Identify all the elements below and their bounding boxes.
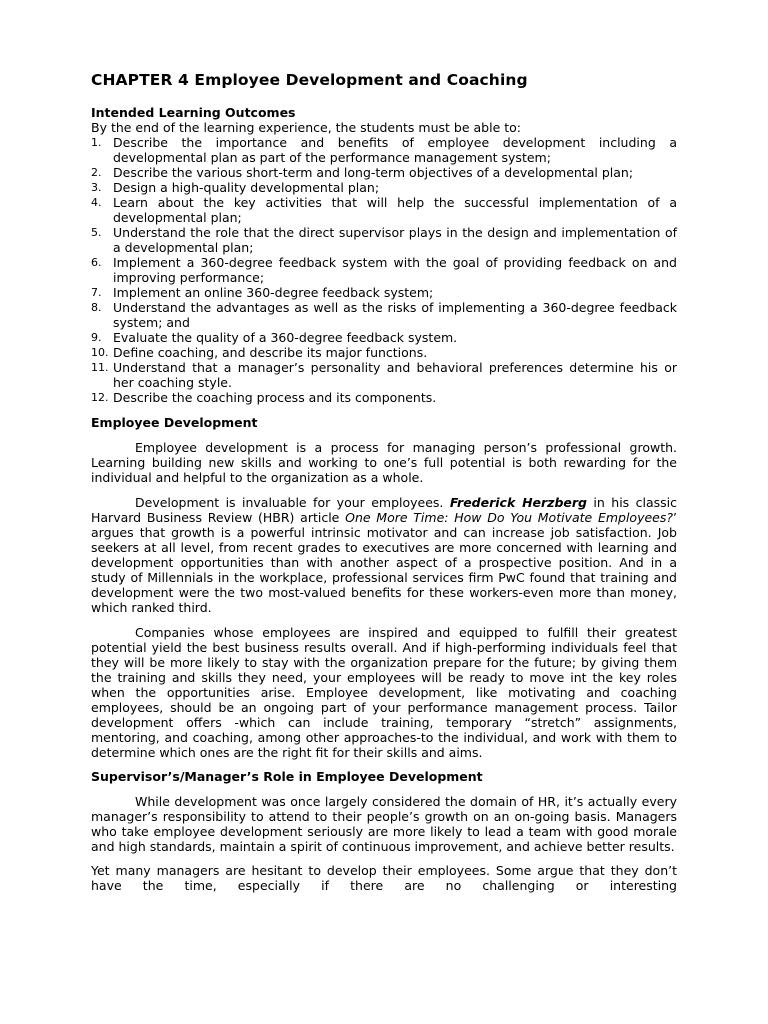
paragraph-text: ’ argues that growth is a powerful intrinsic motivator and can increase job satisfaction. Job seekers at all level, from recent grades to executives are more concerned with learning and development opportunities than with another aspect of a prospective position. And in a study of Millennials in the workplace, professional services firm PwC found that training and development were the two most-valued benefits for these workers-even more than money, which ranked third. bbox=[91, 510, 677, 615]
list-item-number: 12. bbox=[91, 391, 109, 404]
list-item bbox=[91, 390, 677, 405]
paragraph: Yet many managers are hesitant to develop their employees. Some argue that they don’t have the time, especially if there are no challenging or interesting bbox=[91, 863, 677, 893]
list-item-text: Define coaching, and describe its major functions. bbox=[113, 345, 428, 360]
list-item-text: Understand the advantages as well as the risks of implementing a 360-degree feedback system; and bbox=[113, 300, 677, 330]
list-item-text: Learn about the key activities that will help the successful implementation of a developmental plan; bbox=[113, 195, 677, 225]
list-item bbox=[91, 300, 677, 330]
learning-outcomes-intro: By the end of the learning experience, the students must be able to: bbox=[91, 120, 521, 135]
paragraph: Employee development is a process for managing person’s professional growth. Learning building new skills and working to one’s full potential is both rewarding for the individual and helpful to the organization as a whole. bbox=[91, 440, 677, 485]
list-item bbox=[91, 360, 677, 390]
list-item-number: 7. bbox=[91, 286, 102, 299]
list-item bbox=[91, 165, 677, 180]
list-item-number: 3. bbox=[91, 181, 102, 194]
list-item-number: 5. bbox=[91, 226, 102, 239]
supervisor-role-heading: Supervisor’s/Manager’s Role in Employee Development bbox=[91, 769, 483, 784]
author-name: Frederick Herzberg bbox=[449, 495, 587, 510]
article-title: One More Time: How Do You Motivate Employees? bbox=[345, 510, 674, 525]
chapter-title: CHAPTER 4 Employee Development and Coaching bbox=[91, 71, 528, 89]
list-item-text: Describe the various short-term and long-term objectives of a developmental plan; bbox=[113, 165, 634, 180]
list-item-text: Understand that a manager’s personality and behavioral preferences determine his or her coaching style. bbox=[113, 360, 677, 390]
list-item bbox=[91, 285, 677, 300]
list-item-text: Evaluate the quality of a 360-degree feedback system. bbox=[113, 330, 458, 345]
list-item-number: 1. bbox=[91, 136, 102, 149]
list-item-text: Understand the role that the direct supervisor plays in the design and implementation of a developmental plan; bbox=[113, 225, 677, 255]
list-item-number: 9. bbox=[91, 331, 102, 344]
list-item bbox=[91, 255, 677, 285]
list-item-number: 10. bbox=[91, 346, 109, 359]
list-item-number: 6. bbox=[91, 256, 102, 269]
list-item-text: Implement a 360-degree feedback system with the goal of providing feedback on and improving performance; bbox=[113, 255, 677, 285]
list-item bbox=[91, 195, 677, 225]
paragraph: While development was once largely considered the domain of HR, it’s actually every manager’s responsibility to attend to their people’s growth on an on-going basis. Managers who take employee development seriously are more likely to lead a team with good morale and high standards, maintain a spirit of continuous improvement, and achieve better results. bbox=[91, 794, 677, 854]
list-item-number: 8. bbox=[91, 301, 102, 314]
learning-outcomes-list bbox=[91, 135, 677, 405]
document-content bbox=[91, 68, 677, 893]
list-item bbox=[91, 330, 677, 345]
list-item bbox=[91, 135, 677, 165]
list-item-number: 4. bbox=[91, 196, 102, 209]
list-item-text: Implement an online 360-degree feedback system; bbox=[113, 285, 434, 300]
list-item-number: 11. bbox=[91, 361, 109, 374]
list-item-text: Describe the coaching process and its components. bbox=[113, 390, 437, 405]
employee-development-heading: Employee Development bbox=[91, 415, 258, 430]
paragraph: Companies whose employees are inspired and equipped to fulfill their greatest potential yield the best business results overall. And if high-performing individuals feel that they will be more likely to stay with the organization prepare for the future; by giving them the training and skills they need, your employees will be ready to move int the key roles when the opportunities arise. Employee development, like motivating and coaching employees, should be an ongoing part of your performance management process. Tailor development offers -which can include training, temporary “stretch” assignments, mentoring, and coaching, among other approaches-to the individual, and work with them to determine which ones are the right fit for their skills and aims. bbox=[91, 625, 677, 760]
list-item-number: 2. bbox=[91, 166, 102, 179]
paragraph-text: Development is invaluable for your employees. bbox=[135, 495, 450, 510]
list-item bbox=[91, 225, 677, 255]
learning-outcomes-heading: Intended Learning Outcomes bbox=[91, 105, 296, 120]
paragraph-text: in his classic Harvard Business Review (HBR) article bbox=[91, 495, 677, 525]
list-item-text: Design a high-quality developmental plan; bbox=[113, 180, 380, 195]
list-item bbox=[91, 345, 677, 360]
paragraph bbox=[91, 495, 677, 615]
list-item-text: Describe the importance and benefits of employee development including a developmental plan as part of the performance management system; bbox=[113, 135, 677, 165]
list-item bbox=[91, 180, 677, 195]
